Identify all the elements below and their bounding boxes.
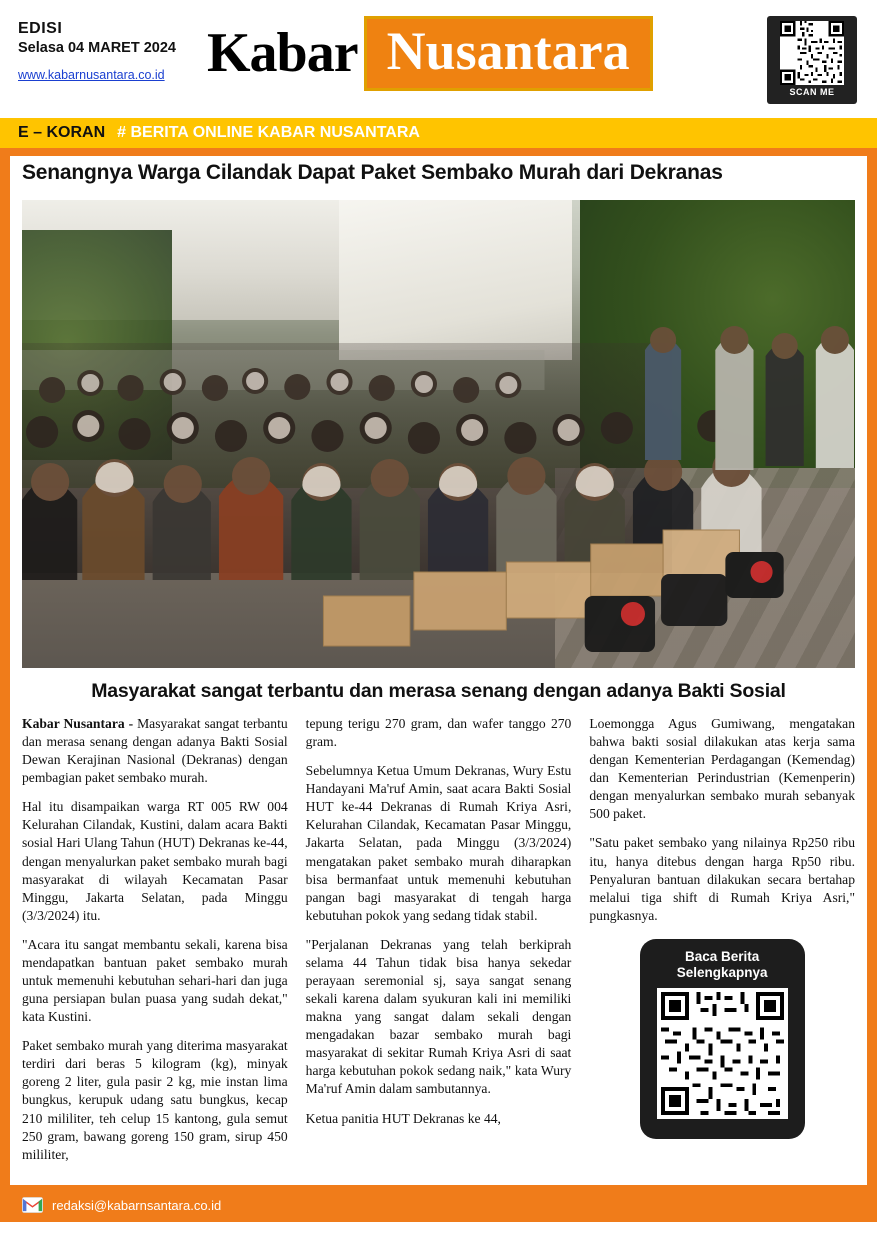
read-more-line2: Selengkapnya [676, 965, 768, 981]
article-subheadline: Masyarakat sangat terbantu dan merasa senang dengan adanya Bakti Sosial [91, 680, 786, 702]
paragraph: tepung terigu 270 gram, dan wafer tanggo 270 gram. [305, 716, 572, 750]
qr-code-icon [780, 21, 844, 85]
byline: Kabar Nusantara - [22, 716, 138, 731]
logo [203, 16, 767, 91]
edition-label: EDISI [18, 20, 63, 37]
paragraph: Sebelumnya Ketua Umum Dekranas, Wury Estu Handayani Ma'ruf Amin, saat acara Bakti Sosial HUT ke-44 Dekranas di Rumah Kriya Asri, Kelurahan Cilandak, Kecamatan Pasar Minggu, Jakarta Selatan, pada Minggu (3/3/2024) mengatakan paket sembako murah diharapkan bisa bermanfaat untuk memenuhi kebutuhan pangan bagi masyarakat di tengah harga kebutuhan pokok yang sedang tidak stabil. [305, 763, 572, 923]
edition-block [18, 12, 203, 84]
footer-strip [0, 1222, 877, 1240]
paragraph: Ketua panitia HUT Dekranas ke 44, [305, 1110, 501, 1126]
qr-code-icon [657, 988, 788, 1119]
scan-me-label: SCAN ME [789, 87, 835, 97]
footer-bar [0, 1188, 877, 1222]
paragraph: Hal itu disampaikan warga RT 005 RW 004 Kelurahan Cilandak, Kustini, dalam acara Bakti sosial Hari Ulang Tahun (HUT) Dekranas ke-44, dengan menyalurkan paket sembako murah bagi masyarakat di wilayah Kecamatan Pasar Minggu, Jakarta Selatan, pada Minggu (3/3/2024) itu. [22, 799, 288, 923]
gmail-icon [22, 1197, 43, 1213]
ribbon-bar [0, 118, 877, 148]
paragraph: "Satu paket sembako yang nilainya Rp250 ribu itu, hanya ditebus dengan harga Rp50 ribu. Penyaluran bantuan dilakukan secara bertahap melalui tiga shift di Rumah Kriya Asri," pungkasnya. [589, 835, 856, 923]
logo-text-kabar: Kabar [207, 22, 358, 85]
ribbon-right-label: # BERITA ONLINE KABAR NUSANTARA [117, 124, 420, 141]
paragraph: "Perjalanan Dekranas yang telah berkiprah selama 44 Tahun tidak bisa hanya sekedar perayaan seremonial sj, saya sangat senang sekali karena dalam syukuran kali ini memiliki makna yang sangat dalam sekali dengan mengadakan bazar sembako murah bagi masyarakat di sekitar Rumah Kriya Asri di saat harga kebutuhan pokok sedang naik," kata Wury Ma'ruf Amin dalam sambutannya. [305, 936, 572, 1097]
article-headline: Senangnya Warga Cilandak Dapat Paket Sembako Murah dari Dekranas [22, 161, 723, 184]
edition-date: Selasa 04 MARET 2024 [18, 40, 176, 56]
read-more-qr-card[interactable] [640, 939, 805, 1139]
article-frame [0, 148, 877, 1198]
logo-text-nusantara: Nusantara [364, 16, 653, 91]
website-link[interactable]: www.kabarnusantara.co.id [18, 68, 165, 82]
article-photo [22, 200, 855, 668]
article-column-2 [306, 715, 572, 1139]
article-column-3 [589, 715, 855, 1139]
article-column-1 [22, 715, 288, 1175]
paragraph: Paket sembako murah yang diterima masyarakat terdiri dari beras 5 kilogram (kg), minyak goreng 2 liter, gula pasir 2 kg, mie instan lima bungkus, kerupuk udang satu bungkus, kecap 210 mililiter, teh celup 15 kantong, gula semut 250 gram, bawang goreng 150 gram, sirup 450 mililiter, [22, 1038, 288, 1162]
paragraph: Loemongga Agus Gumiwang, mengatakan bahwa bakti sosial dilakukan atas kerja sama dengan Kementerian Perdagangan (Kemendag) dan Kementerian Perindustrian (Kemenperin) dengan menyalurkan sembako murah sebanyak 500 paket. [589, 716, 856, 822]
headline-box [10, 156, 867, 192]
footer-email[interactable]: redaksi@kabarnsantara.co.id [52, 1197, 222, 1213]
read-more-label [677, 949, 768, 981]
article-body [10, 192, 867, 1185]
read-more-line1: Baca Berita [685, 948, 760, 964]
paragraph: "Acara itu sangat membantu sekali, karena bisa mendapatkan bantuan paket sembako murah untuk memenuhi kebutuhan sehari-hari dan juga guna persiapan bulan puasa yang sudah dekat," kata Kustini. [22, 936, 288, 1025]
paragraph: Kabar Nusantara - Masyarakat sangat terbantu dan merasa senang dengan adanya Bakti Sosial Dewan Kerajinan Nasional (Dekranas) dengan pembagian paket sembako murah. [22, 716, 288, 786]
article-columns [22, 715, 855, 1175]
ribbon-left-label: E – KORAN [18, 124, 106, 141]
qr-scan-me[interactable] [767, 16, 857, 104]
masthead [0, 0, 877, 118]
